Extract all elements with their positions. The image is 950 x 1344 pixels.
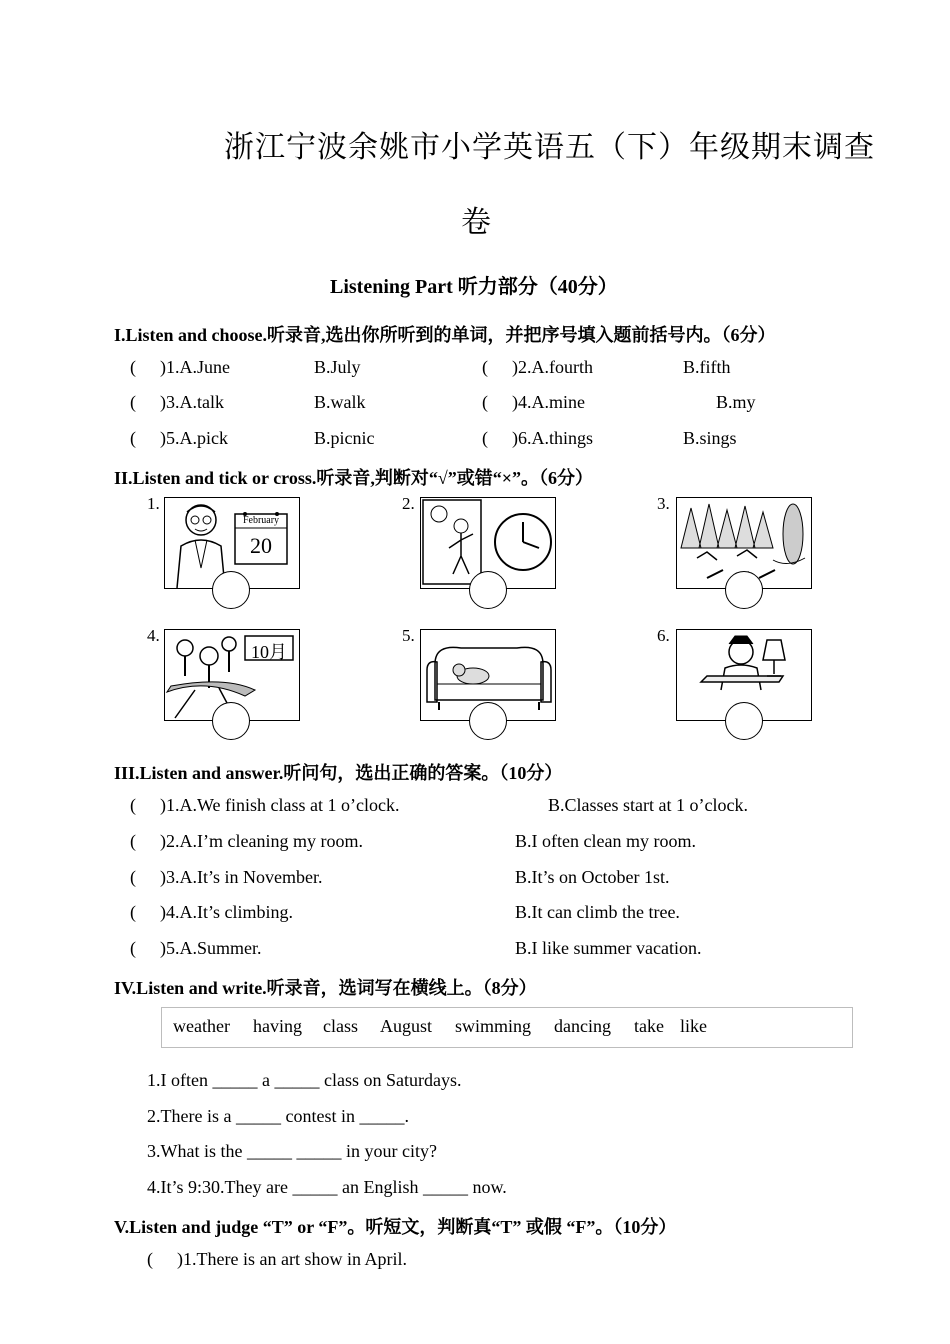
section-1-heading: I.Listen and choose.听录音,选出你所听到的单词，并把序号填入题前括号内。（6分）	[114, 325, 776, 345]
answer-option-a: )5.A.Summer.	[160, 938, 262, 958]
picture-number: 1.	[147, 494, 160, 513]
section-4-heading: IV.Listen and write.听录音，选词写在横线上。（8分）	[114, 978, 537, 998]
question-option-b: B.July	[314, 357, 361, 377]
word-bank-item: like	[680, 1016, 707, 1036]
question-option-a: )5.A.pick	[160, 428, 228, 448]
answer-option-a: )2.A.I’m cleaning my room.	[160, 831, 363, 851]
fill-in-sentence[interactable]: 1.I often _____ a _____ class on Saturdays.	[147, 1070, 462, 1090]
answer-option-b: B.It can climb the tree.	[515, 902, 680, 922]
calendar-month: February	[242, 515, 280, 526]
fill-in-sentence[interactable]: 2.There is a _____ contest in _____.	[147, 1106, 409, 1126]
picture-number: 3.	[657, 494, 670, 513]
picture-number: 4.	[147, 626, 160, 645]
question-option-b: B.my	[716, 392, 756, 412]
answer-bracket[interactable]: (	[147, 1249, 153, 1269]
section-2-heading: II.Listen and tick or cross.听录音,判断对“√”或错“×”。（6分）	[114, 468, 593, 488]
answer-bracket[interactable]: (	[130, 867, 136, 887]
word-bank-item: take	[634, 1016, 664, 1036]
question-option-b: B.picnic	[314, 428, 375, 448]
question-option-a: )3.A.talk	[160, 392, 224, 412]
answer-bracket[interactable]: (	[130, 428, 136, 448]
question-option-a: )2.A.fourth	[512, 357, 593, 377]
word-bank-item: August	[380, 1016, 433, 1036]
question-option-a: )6.A.things	[512, 428, 593, 448]
answer-bracket[interactable]: (	[130, 902, 136, 922]
word-bank-item: dancing	[554, 1016, 611, 1036]
answer-option-b: B.I like summer vacation.	[515, 938, 702, 958]
answer-circle[interactable]	[725, 702, 763, 740]
section-3-heading: III.Listen and answer.听问句，选出正确的答案。（10分）	[114, 763, 563, 783]
fill-in-sentence[interactable]: 3.What is the _____ _____ in your city?	[147, 1141, 437, 1161]
answer-bracket[interactable]: (	[482, 392, 488, 412]
answer-circle[interactable]	[469, 702, 507, 740]
question-option-b: B.fifth	[683, 357, 731, 377]
answer-bracket[interactable]: (	[482, 428, 488, 448]
answer-circle[interactable]	[212, 702, 250, 740]
section-5-heading: V.Listen and judge “T” or “F”。听短文，判断真“T” 或假 “F”。（10分）	[114, 1217, 677, 1237]
picture-number: 2.	[402, 494, 415, 513]
answer-bracket[interactable]: (	[130, 795, 136, 815]
answer-bracket[interactable]: (	[130, 392, 136, 412]
calendar-label: 10月	[251, 642, 287, 662]
calendar-day: 20	[250, 533, 272, 558]
answer-circle[interactable]	[212, 571, 250, 609]
answer-bracket[interactable]: (	[130, 357, 136, 377]
page-title-continued: 卷	[461, 205, 492, 240]
question-option-a: )4.A.mine	[512, 392, 585, 412]
fill-in-sentence[interactable]: 4.It’s 9:30.They are _____ an English _____ now.	[147, 1177, 507, 1197]
answer-option-a: )3.A.It’s in November.	[160, 867, 323, 887]
answer-bracket[interactable]: (	[130, 831, 136, 851]
answer-option-b: B.It’s on October 1st.	[515, 867, 670, 887]
question-option-a: )1.A.June	[160, 357, 230, 377]
picture-number: 5.	[402, 626, 415, 645]
answer-circle[interactable]	[725, 571, 763, 609]
question-option-b: B.sings	[683, 428, 737, 448]
answer-bracket[interactable]: (	[130, 938, 136, 958]
word-bank-item: having	[253, 1016, 302, 1036]
answer-circle[interactable]	[469, 571, 507, 609]
picture-number: 6.	[657, 626, 670, 645]
word-bank-item: swimming	[455, 1016, 532, 1036]
word-bank-item: class	[323, 1016, 358, 1036]
page-title: 浙江宁波余姚市小学英语五（下）年级期末调查	[224, 130, 875, 165]
answer-option-b: B.Classes start at 1 o’clock.	[548, 795, 748, 815]
answer-bracket[interactable]: (	[482, 357, 488, 377]
answer-option-a: )1.A.We finish class at 1 o’clock.	[160, 795, 400, 815]
answer-option-b: B.I often clean my room.	[515, 831, 696, 851]
part-subtitle: Listening Part 听力部分（40分）	[330, 276, 618, 298]
judge-statement: )1.There is an art show in April.	[177, 1249, 407, 1269]
question-option-b: B.walk	[314, 392, 366, 412]
word-bank-item: weather	[173, 1016, 230, 1036]
answer-option-a: )4.A.It’s climbing.	[160, 902, 293, 922]
